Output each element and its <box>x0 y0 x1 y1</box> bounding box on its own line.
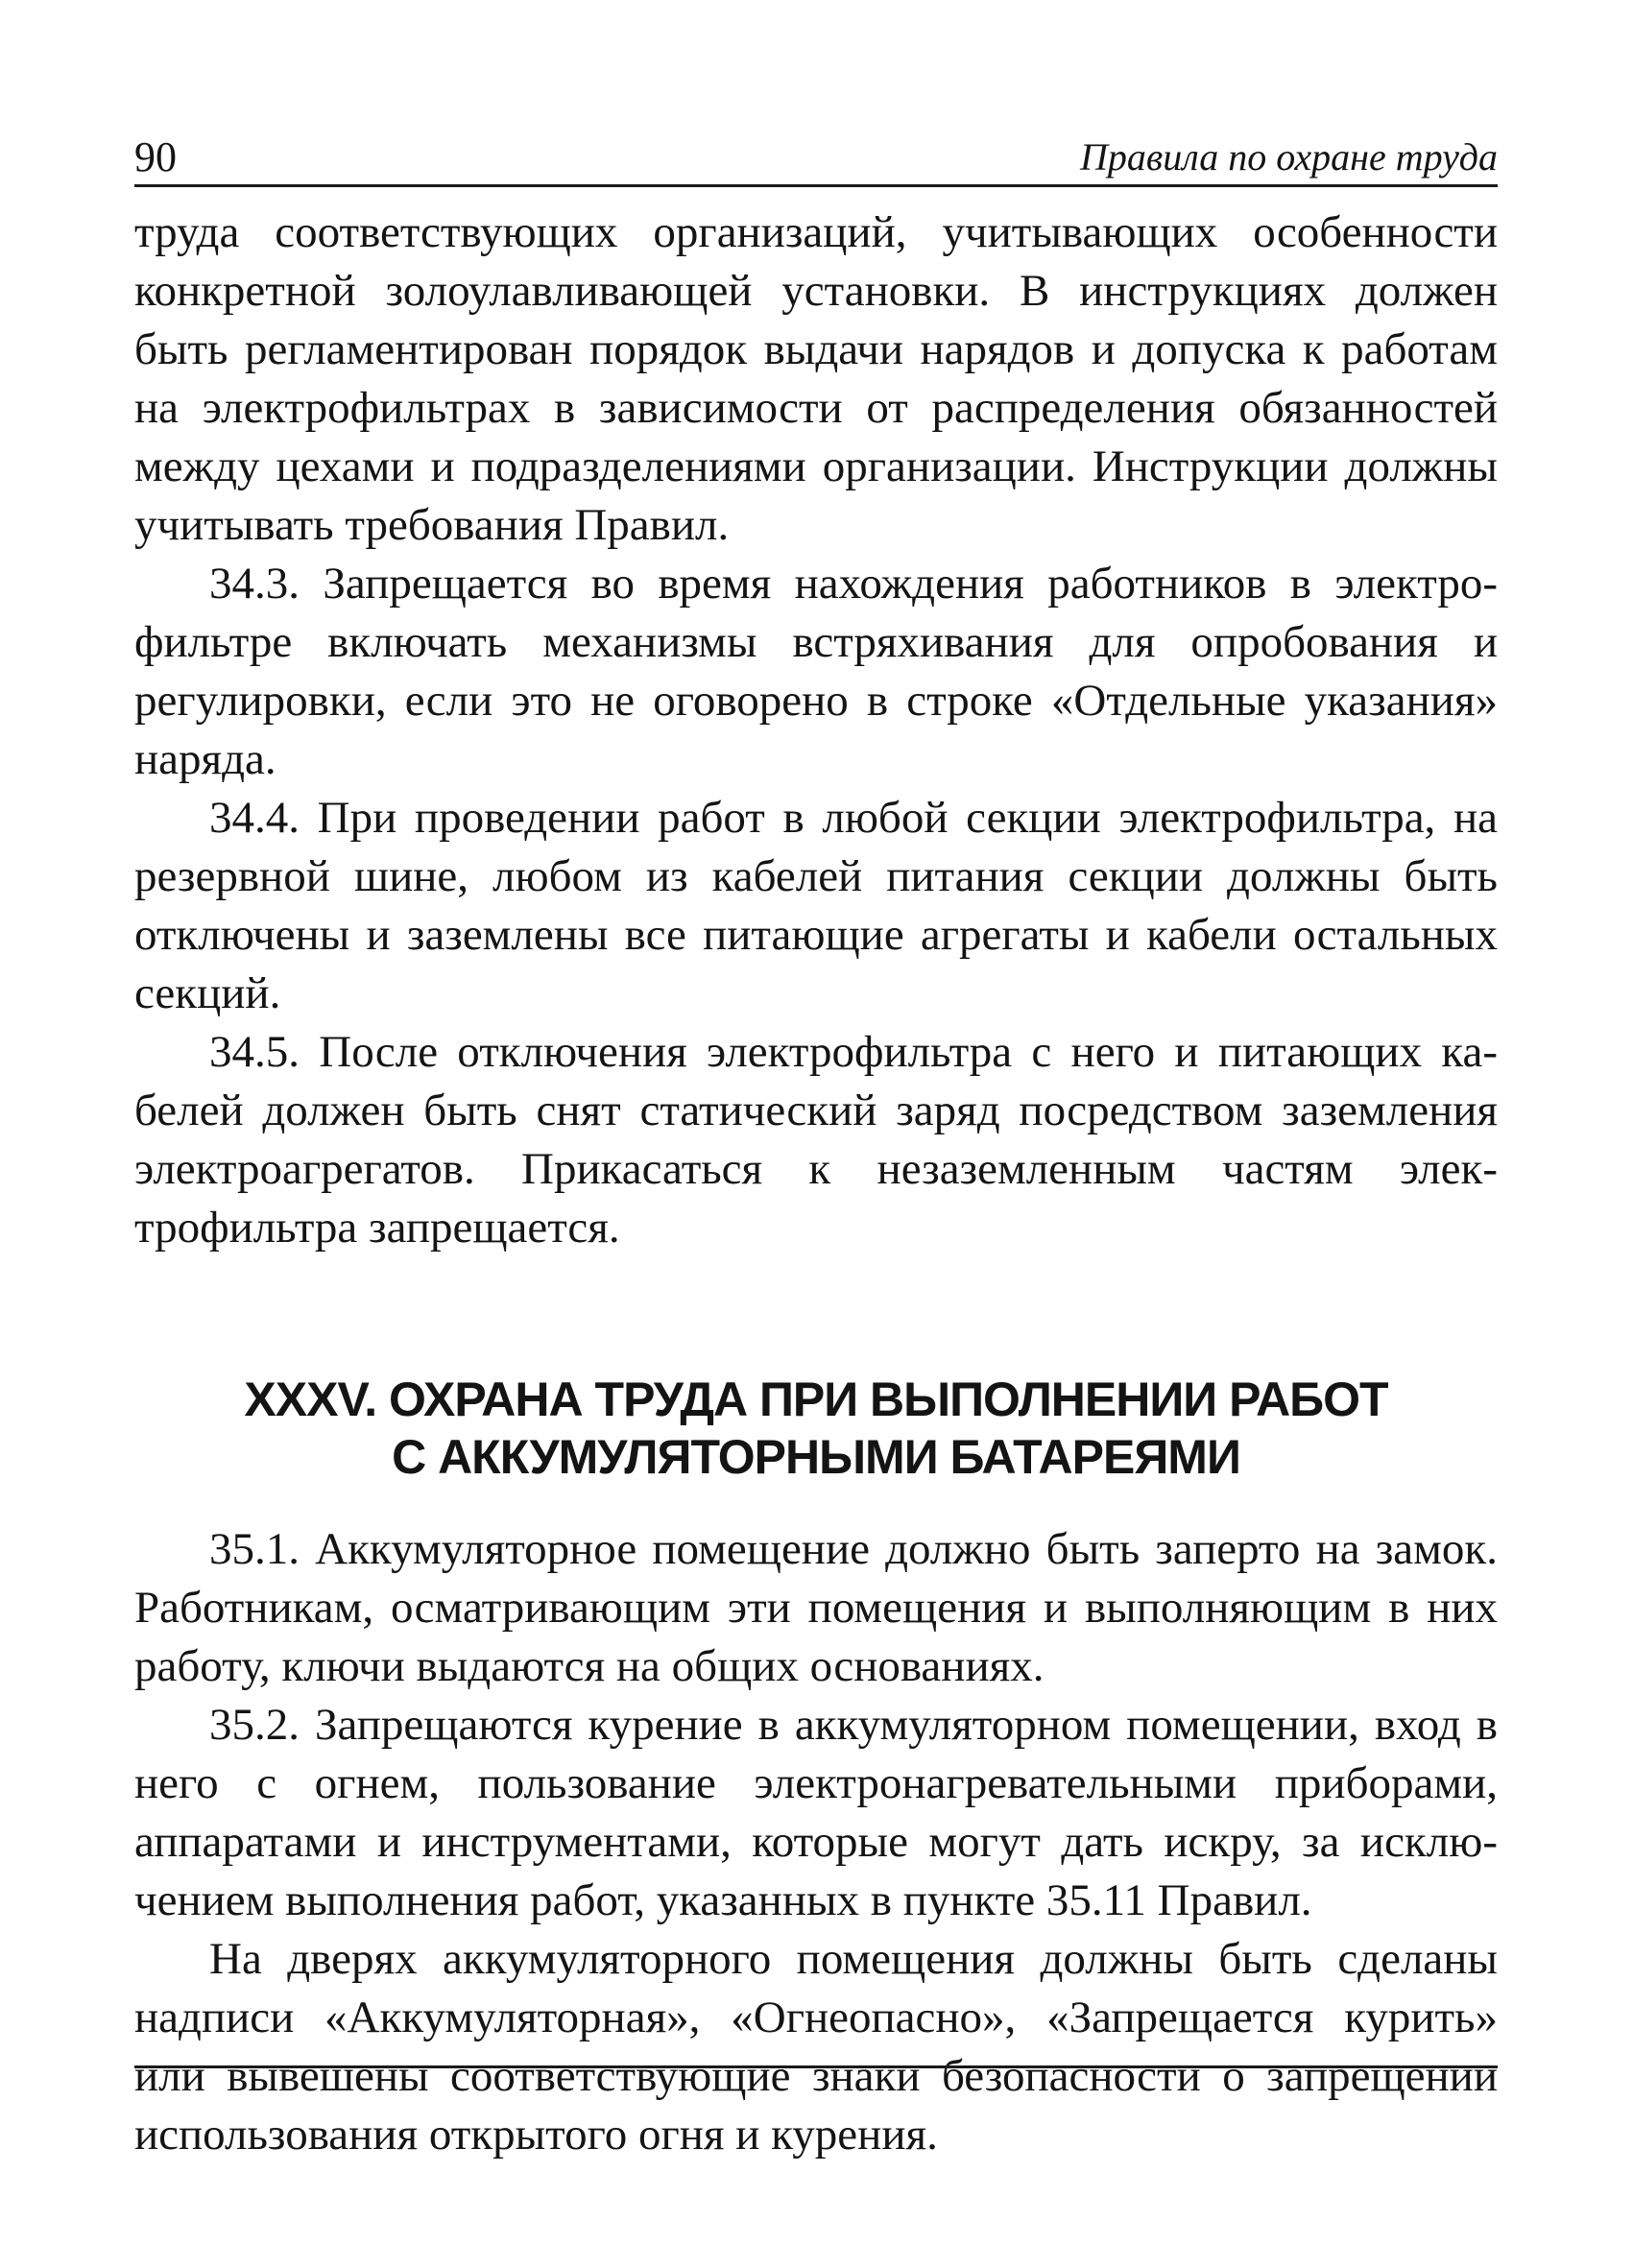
paragraph-35-2: 35.2. Запрещаются курение в аккумуляторном помещении, вход в него с огнем, пользование электронагревательными приборами, аппаратами и инструментами, которые могут дать искру, за исключением выполнения работ, указанных в пункте 35.11 Правил. <box>134 1700 1498 1925</box>
section-heading <box>134 1371 1498 1486</box>
running-title: Правила по охране труда <box>1080 135 1498 179</box>
paragraph-35-1: 35.1. Аккумуляторное помещение должно быть заперто на замок. Работникам, осматривающим эти помещения и выполняющим в них работу, ключи выдаются на общих основаниях. <box>134 1524 1498 1691</box>
paragraph-continuation: труда соответствующих организаций, учитывающих особенности конкретной золоулавливающей установки. В инструкциях должен быть регламентирован порядок выдачи нарядов и допуска к работам на электрофильтрах в зависимости от распределения обязанностей между цехами и подразделениями организации. Инструкции должны учитывать требования Правил. <box>134 207 1498 550</box>
section-heading-line-1: XXXV. ОХРАНА ТРУДА ПРИ ВЫПОЛНЕНИИ РАБОТ <box>244 1373 1388 1426</box>
bottom-rule <box>134 2065 1498 2068</box>
running-header <box>134 127 1498 187</box>
section-heading-line-2: С АККУМУЛЯТОРНЫМИ БАТАРЕЯМИ <box>392 1430 1240 1484</box>
body-text <box>134 203 1498 2164</box>
paragraph-34-4: 34.4. При проведении работ в любой секции электрофильтра, на резервной шине, любом из кабелей питания секции должны быть отключены и заземлены все питающие агрегаты и кабели остальных секций. <box>134 793 1498 1018</box>
paragraph-34-5: 34.5. После отключения электрофильтра с него и питающих кабелей должен быть снят статический заряд посредством заземления электроагрегатов. Прикасаться к незаземленным частям электрофильтра запрещается. <box>134 1027 1498 1253</box>
paragraph-34-3: 34.3. Запрещается во время нахождения работников в электрофильтре включать механизмы встряхивания для опробования и регулировки, если это не оговорено в строке «Отдельные указания» наряда. <box>134 559 1498 784</box>
page-number: 90 <box>134 133 177 180</box>
paragraph-door-signs: На дверях аккумуляторного помещения должны быть сделаны надписи «Аккумуляторная», «Огнеопасно», «Запрещается курить» или вывешены соответствующие знаки безопасности о запрещении использования открытого огня и курения. <box>134 1934 1498 2160</box>
